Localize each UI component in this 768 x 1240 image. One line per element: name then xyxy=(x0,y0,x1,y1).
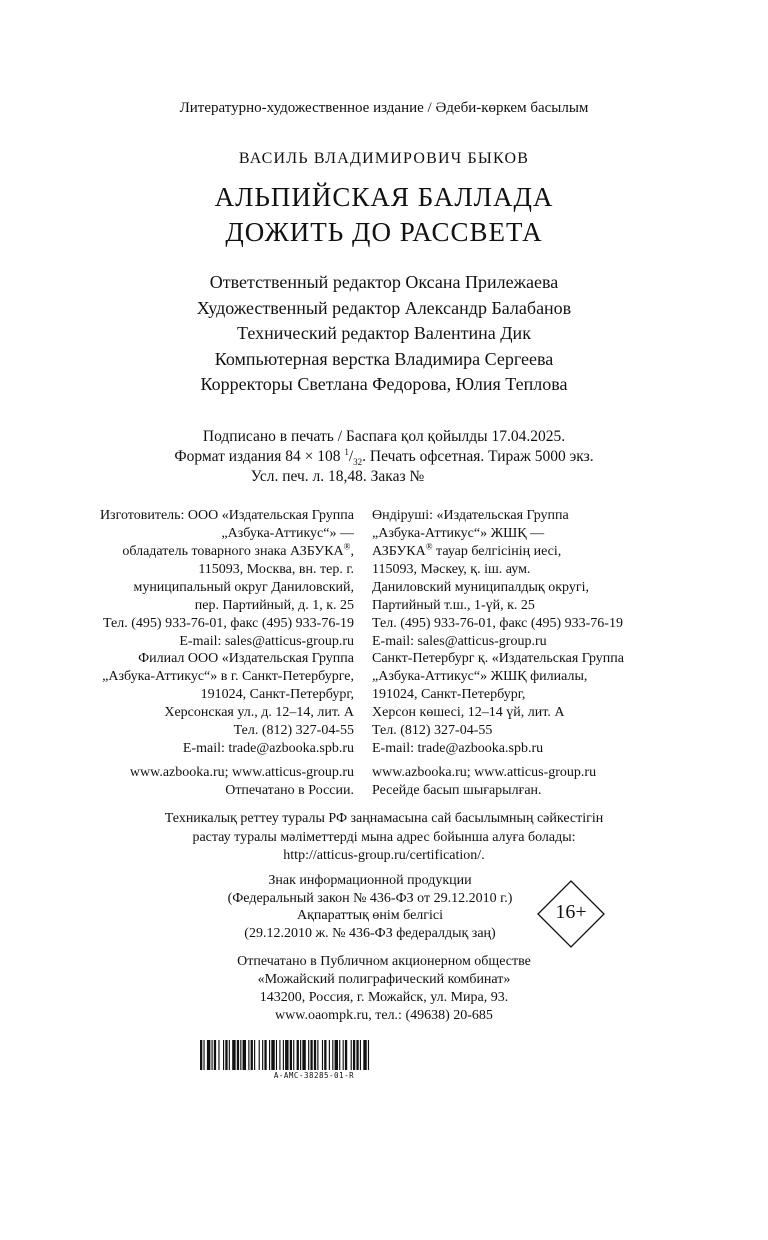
author-name: ВАСИЛЬ ВЛАДИМИРОВИЧ БЫКОВ xyxy=(238,150,530,167)
credits xyxy=(0,270,768,398)
barcode-bar xyxy=(322,1040,323,1070)
credit-responsible-editor: Ответственный редактор Оксана Прилежаева xyxy=(209,272,559,292)
barcode-bar xyxy=(279,1040,280,1070)
barcode-bar xyxy=(300,1040,301,1070)
certification-note: Техникалық реттеу туралы РФ заңнамасына сай басылымның сәйкестігін растау туралы мәліметтерді мына адрес бойынша алуға болады: http://atticus-group.ru/certification/. xyxy=(0,810,768,866)
signed-date: Подписано в печать / Баспаға қол қойылды 17.04.2025. xyxy=(202,428,566,445)
credit-layout: Компьютерная верстка Владимира Сергеева xyxy=(214,348,554,369)
manufacturer-ru: Изготовитель: ООО «Издательская Группа „Азбука-Аттикус“» — обладатель товарного знака АЗБУКА®, 115093, Москва, вн. тер. г. муниципальный округ Даниловский, пер. Партийный, д. 1, к. 25 Тел. (495) 933-76-01, факс (495) 933-76-19 E-mail: sales@atticus-group.ru xyxy=(99,508,354,649)
barcode-bar xyxy=(271,1040,274,1070)
barcode-bar xyxy=(251,1040,253,1070)
barcode-bar xyxy=(243,1040,246,1070)
printer-info: Отпечатано в Публичном акционерном обществе «Можайский полиграфический комбинат» 143200, Россия, г. Можайск, ул. Мира, 93. www.oaompk.ru, тел.: (49638) 20-685 xyxy=(237,954,531,1023)
barcode-bar xyxy=(339,1040,340,1070)
barcode-bar xyxy=(285,1040,288,1070)
barcode-bar xyxy=(324,1040,326,1070)
fraction-numerator: 1 xyxy=(344,446,349,457)
barcode-bar xyxy=(207,1040,210,1070)
barcode-bar xyxy=(368,1040,369,1070)
format-line: Формат издания 84 × 108 $^1/_{32}$. Печать офсетная. Тираж 5000 экз. xyxy=(174,446,594,468)
age-rating-label: 16+ xyxy=(555,901,587,923)
barcode-bar xyxy=(290,1040,292,1070)
age-rating-badge xyxy=(537,880,605,948)
barcode-bar xyxy=(356,1040,358,1070)
web-ru xyxy=(130,764,354,800)
barcode-bar xyxy=(283,1040,284,1070)
barcode-number: A-AMC-38285-01-R xyxy=(273,1071,355,1080)
genre-line: Литературно-художественное издание / Әдеби-көркем басылым xyxy=(179,100,589,116)
websites-ru: www.azbooka.ru; www.atticus-group.ru xyxy=(129,765,354,780)
barcode-bar xyxy=(276,1040,277,1070)
barcode-bar xyxy=(240,1040,241,1070)
fraction-denominator: 32 xyxy=(353,457,363,468)
barcode-bar xyxy=(332,1040,333,1070)
websites-kz: www.azbooka.ru; www.atticus-group.ru xyxy=(372,765,597,780)
book-title-2: ДОЖИТЬ ДО РАССВЕТА xyxy=(225,217,543,247)
branch-ru: Филиал ООО «Издательская Группа „Азбука-Аттикус“» в г. Санкт-Петербурге, 191024, Санкт-Петербург, Херсонская ул., д. 12–14, лит. А Тел. (812) 327-04-55 E-mail: trade@azbooka.spb.ru xyxy=(102,651,354,756)
credit-art-editor: Художественный редактор Александр Балабанов xyxy=(196,297,572,318)
branch-kz: Санкт-Петербург қ. «Издательская Группа „Азбука-Аттикус“» ЖШҚ филиалы, 191024, Санкт-Петербург, Херсон көшесі, 12–14 үй, лит. А Тел. (812) 327-04-55 E-mail: trade@azbooka.spb.ru xyxy=(372,651,624,756)
barcode-bar xyxy=(254,1040,255,1070)
barcode-bar xyxy=(248,1040,249,1070)
barcode-bar xyxy=(293,1040,294,1070)
barcode-bar xyxy=(297,1040,299,1070)
barcode-bar xyxy=(329,1040,330,1070)
barcode-bar xyxy=(269,1040,270,1070)
barcode-bar xyxy=(363,1040,366,1070)
barcode-bar xyxy=(264,1040,266,1070)
barcode-bar xyxy=(308,1040,309,1070)
barcode-bar xyxy=(314,1040,316,1070)
barcode-bar xyxy=(218,1040,219,1070)
barcode-bar xyxy=(259,1040,260,1070)
web-kz xyxy=(372,764,596,800)
barcode-bar xyxy=(212,1040,213,1070)
barcode-bar xyxy=(225,1040,227,1070)
barcode-bar xyxy=(310,1040,312,1070)
barcode-bar xyxy=(200,1040,202,1070)
credit-proofreaders: Корректоры Светлана Федорова, Юлия Теплова xyxy=(200,374,568,394)
barcode-bar xyxy=(237,1040,239,1070)
certification-url: http://atticus-group.ru/certification/. xyxy=(283,848,485,863)
manufacturer-kz: Өндіруші: «Издательская Группа „Азбука-Аттикус“» ЖШҚ — АЗБУКА® тауар белгісінің иесі, 115093, Мәскеу, қ. іш. аум. Даниловский муниципалдық округі, Партийный т.ш., 1-үй, к. 25 Тел. (495) 933-76-01, факс (495) 933-76-19 E-mail: sales@atticus-group.ru xyxy=(372,508,623,649)
barcode-bar xyxy=(345,1040,347,1070)
barcode-bar xyxy=(232,1040,235,1070)
barcode-bar xyxy=(214,1040,216,1070)
credit-technical-editor: Технический редактор Валентина Дик xyxy=(237,323,531,343)
barcode-bar xyxy=(360,1040,361,1070)
age-rating-info: Знак информационной продукции (Федеральный закон № 436-ФЗ от 29.12.2010 г.) Ақпараттық өнім белгісі (29.12.2010 ж. № 436-ФЗ федералдық заң) xyxy=(227,873,513,941)
barcode-bar xyxy=(203,1040,204,1070)
barcode-bar xyxy=(351,1040,352,1070)
barcode-bar xyxy=(335,1040,338,1070)
printed-in-russia-kz: Ресейде басып шығарылған. xyxy=(372,783,542,798)
imprint-details xyxy=(0,427,768,487)
barcode-bar xyxy=(223,1040,224,1070)
barcode xyxy=(200,1040,428,1070)
barcode-bar xyxy=(317,1040,318,1070)
barcode-bar xyxy=(343,1040,344,1070)
barcode-bar xyxy=(262,1040,263,1070)
printed-in-russia-ru: Отпечатано в России. xyxy=(225,783,354,798)
barcode-bar xyxy=(229,1040,230,1070)
barcode-bar xyxy=(302,1040,305,1070)
sheets-order-line: Усл. печ. л. 18,48. Заказ № xyxy=(250,468,425,485)
barcode-bar xyxy=(353,1040,355,1070)
book-title-1: АЛЬПИЙСКАЯ БАЛЛАДА xyxy=(214,182,554,212)
